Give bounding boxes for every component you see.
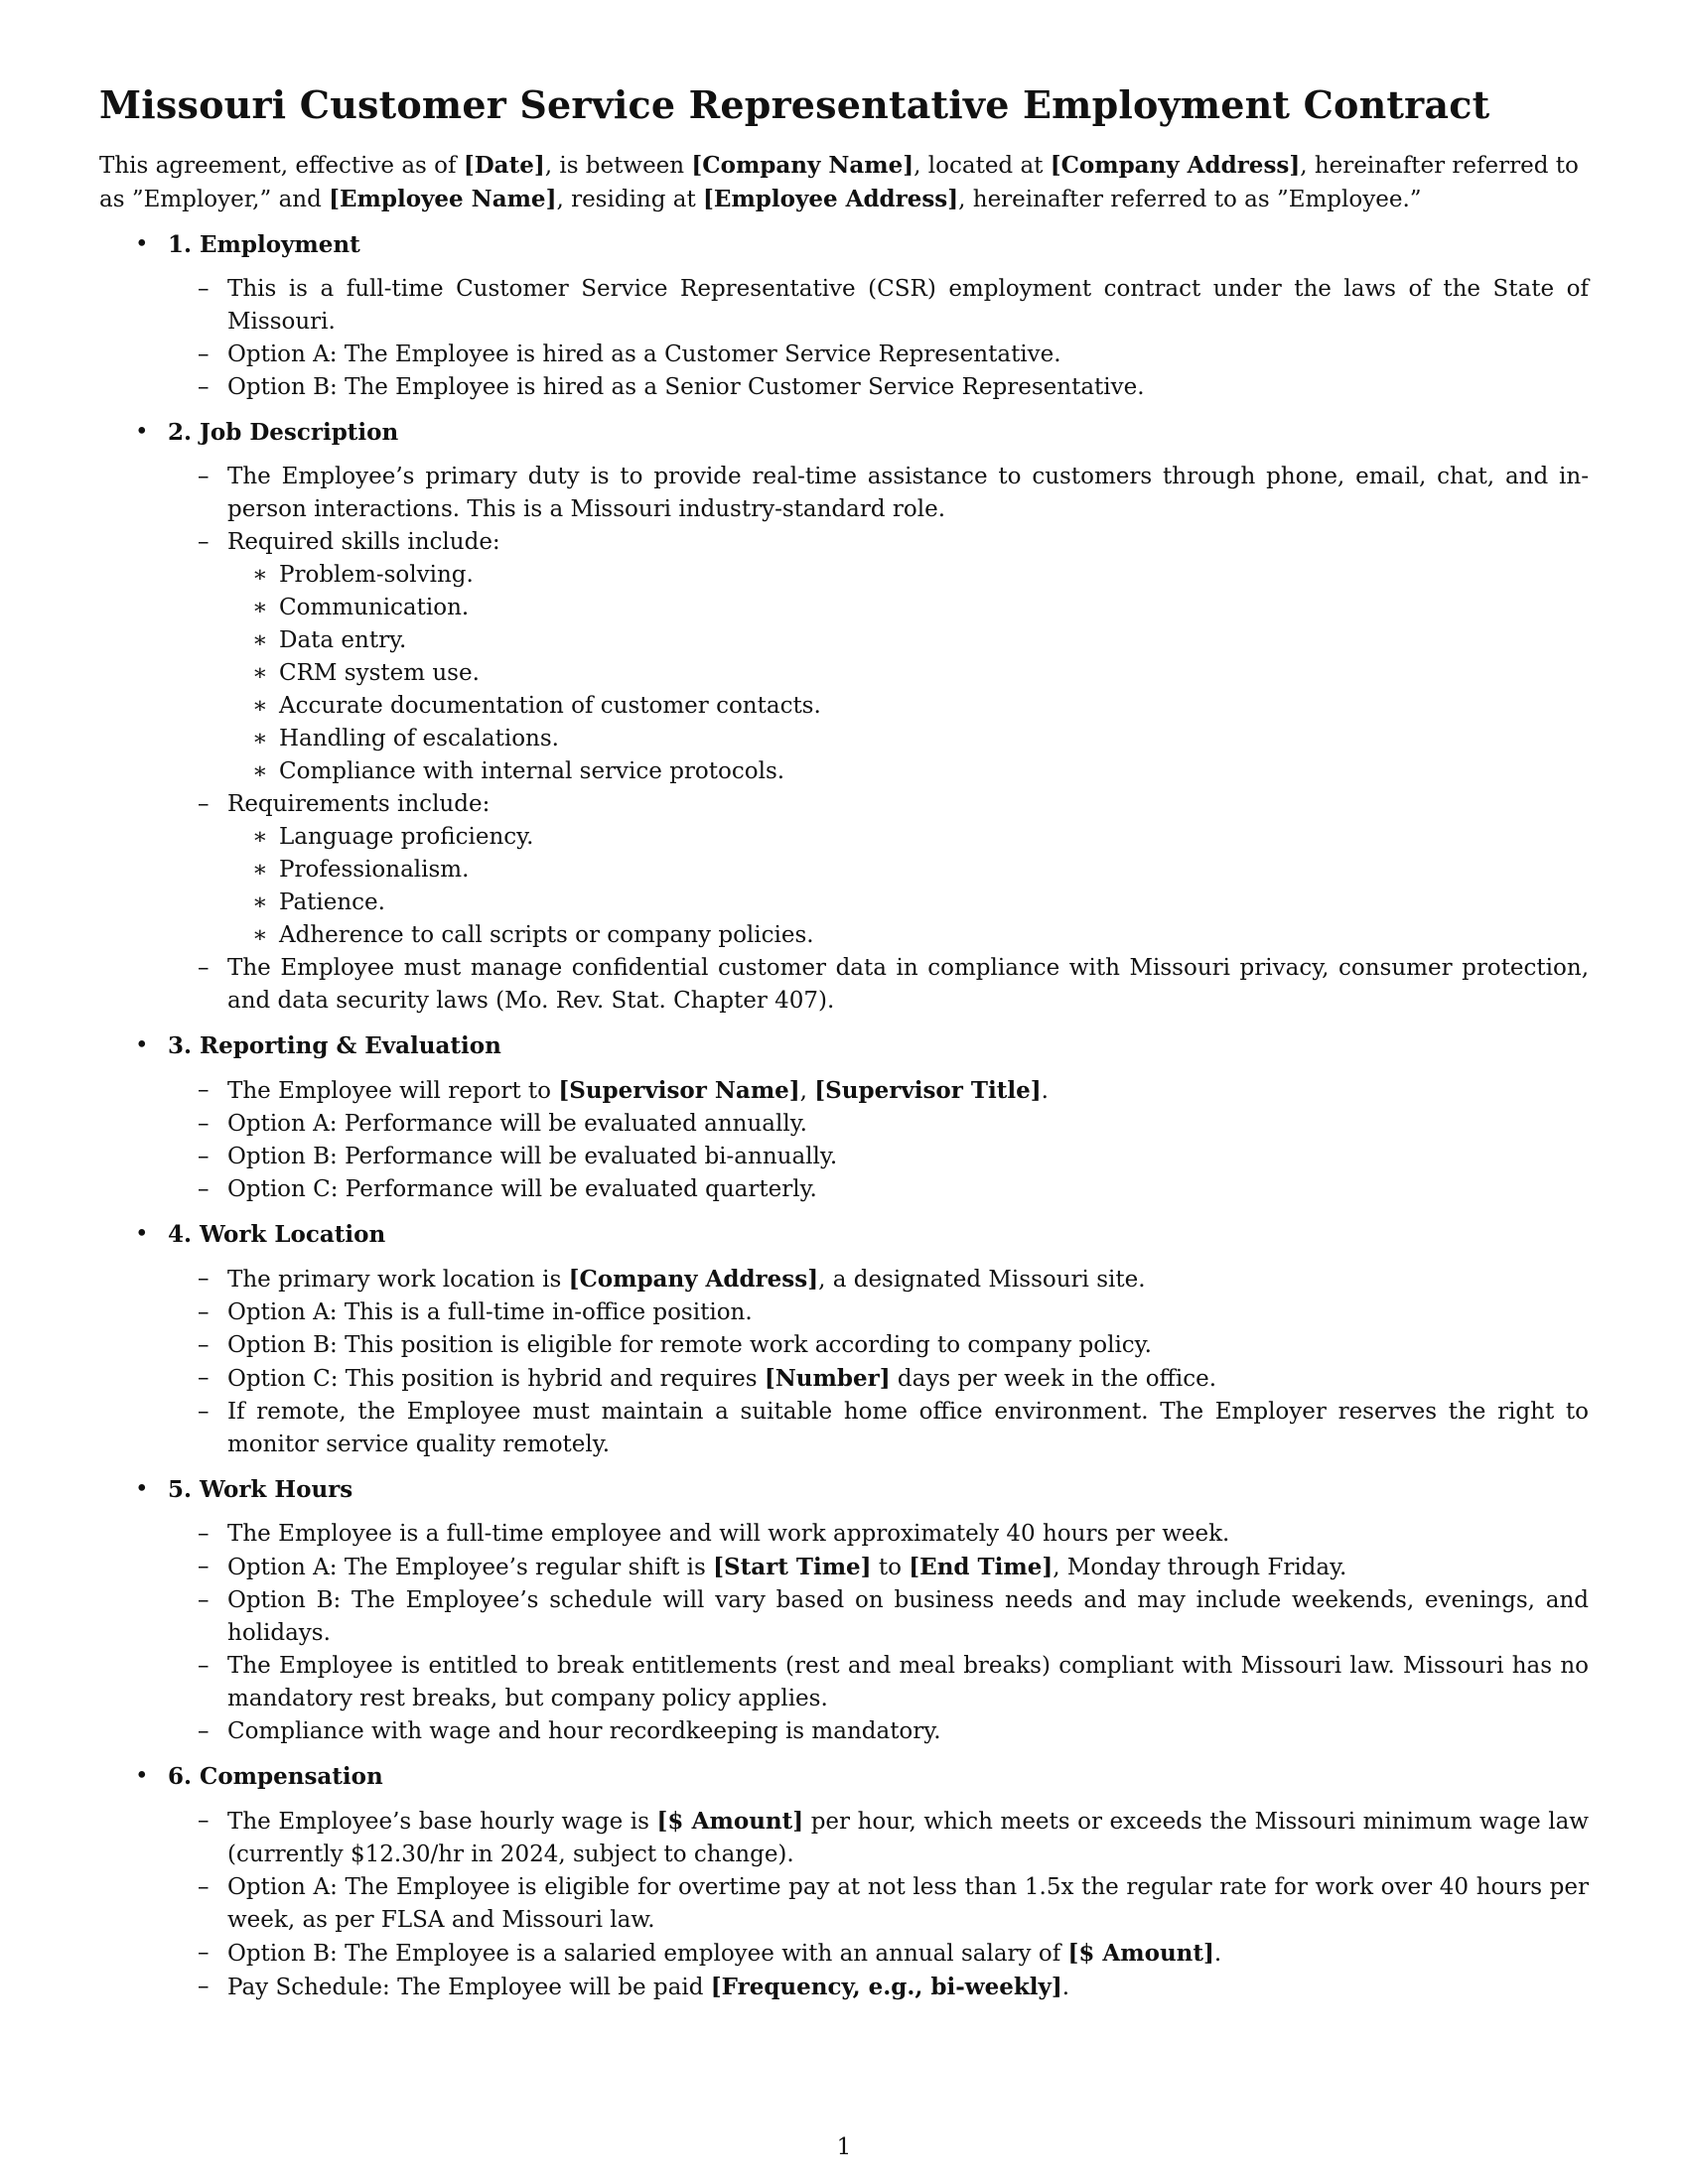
dash-icon: – bbox=[198, 1874, 210, 1900]
text-run: Option A: This is a full-time in-office position. bbox=[227, 1299, 753, 1325]
clause-item bbox=[168, 526, 1589, 788]
section-heading: 4. Work Location bbox=[168, 1221, 386, 1248]
dash-icon: – bbox=[198, 1299, 210, 1325]
clause-text bbox=[227, 955, 1589, 1014]
section-items bbox=[168, 1518, 1589, 1748]
contract-section bbox=[99, 1218, 1589, 1461]
clause-item bbox=[168, 1871, 1589, 1937]
dash-icon: – bbox=[198, 1399, 210, 1425]
clause-text bbox=[227, 1299, 753, 1325]
sub-item-text: Compliance with internal service protocols. bbox=[279, 758, 785, 784]
text-run: , bbox=[799, 1078, 815, 1104]
asterisk-icon: ∗ bbox=[252, 922, 268, 948]
clause-text bbox=[227, 1078, 1049, 1104]
text-run: Pay Schedule: The Employee will be paid bbox=[227, 1975, 711, 2000]
clause-item bbox=[168, 1329, 1589, 1362]
placeholder-field: [Frequency, e.g., bi-weekly] bbox=[710, 1974, 1062, 2000]
document-title: Missouri Customer Service Representative Employment Contract bbox=[99, 82, 1490, 127]
clause-text bbox=[227, 1587, 1589, 1646]
intro-paragraph bbox=[99, 149, 1589, 216]
clause-text bbox=[227, 791, 490, 817]
text-run: The Employee is entitled to break entitlements (rest and meal breaks) compliant with Missouri law. Missouri has no mandatory rest breaks, but company policy applies. bbox=[227, 1653, 1589, 1711]
dash-icon: – bbox=[198, 1077, 210, 1103]
text-run: Option B: Performance will be evaluated bi-annually. bbox=[227, 1144, 838, 1169]
clause-text bbox=[227, 529, 500, 555]
text-run: , Monday through Friday. bbox=[1053, 1555, 1347, 1580]
bullet-icon: • bbox=[135, 1763, 149, 1789]
sub-item-text: Data entry. bbox=[279, 627, 407, 653]
asterisk-icon: ∗ bbox=[252, 562, 268, 588]
placeholder-field: [Supervisor Name] bbox=[558, 1077, 800, 1104]
clause-item bbox=[168, 1715, 1589, 1748]
text-run: , is between bbox=[544, 153, 692, 179]
asterisk-icon: ∗ bbox=[252, 758, 268, 784]
sub-item-text: Accurate documentation of customer contacts. bbox=[279, 693, 821, 719]
dash-icon: – bbox=[198, 276, 210, 302]
section-heading: 5. Work Hours bbox=[168, 1476, 353, 1503]
dash-icon: – bbox=[198, 1521, 210, 1547]
text-run: . bbox=[1061, 1975, 1070, 2000]
clause-text bbox=[227, 1718, 941, 1744]
clause-item bbox=[168, 1108, 1589, 1141]
clause-text bbox=[227, 276, 1589, 335]
text-run: . bbox=[1213, 1941, 1222, 1967]
asterisk-icon: ∗ bbox=[252, 595, 268, 620]
section-items bbox=[168, 273, 1589, 404]
dash-icon: – bbox=[198, 1974, 210, 1999]
dash-icon: – bbox=[198, 1332, 210, 1358]
bullet-icon: • bbox=[135, 1032, 149, 1058]
text-run: Option C: Performance will be evaluated quarterly. bbox=[227, 1176, 817, 1202]
text-run: The Employee’s base hourly wage is bbox=[227, 1809, 657, 1835]
placeholder-field: [Company Address] bbox=[1050, 152, 1301, 179]
clause-item bbox=[168, 1805, 1589, 1871]
clause-item bbox=[168, 1263, 1589, 1297]
section-list bbox=[99, 228, 1589, 2004]
text-run: The Employee’s primary duty is to provide real-time assistance to customers through phone, email, chat, and in-person interactions. This is a Missouri industry-standard role. bbox=[227, 464, 1589, 522]
clause-text bbox=[227, 341, 1061, 367]
bullet-icon: • bbox=[135, 231, 149, 257]
clause-item bbox=[168, 1937, 1589, 1971]
text-run: days per week in the office. bbox=[890, 1366, 1217, 1392]
dash-icon: – bbox=[198, 341, 210, 367]
placeholder-field: [End Time] bbox=[909, 1554, 1054, 1580]
bullet-icon: • bbox=[135, 1221, 149, 1247]
contract-section bbox=[99, 228, 1589, 404]
dash-icon: – bbox=[198, 529, 210, 555]
dash-icon: – bbox=[198, 1266, 210, 1292]
text-run: , hereinafter referred to as ”Employer,” and bbox=[99, 153, 1579, 212]
clause-text bbox=[227, 1144, 837, 1169]
dash-icon: – bbox=[198, 1111, 210, 1137]
clause-text bbox=[227, 1941, 1221, 1967]
sub-item-text: Professionalism. bbox=[279, 857, 470, 883]
placeholder-field: [Company Address] bbox=[568, 1266, 819, 1293]
bullet-icon: • bbox=[135, 1476, 149, 1502]
asterisk-icon: ∗ bbox=[252, 660, 268, 686]
sub-list-item bbox=[227, 690, 1589, 723]
text-run: to bbox=[871, 1555, 910, 1580]
placeholder-field: [Supervisor Title] bbox=[814, 1077, 1042, 1104]
dash-icon: – bbox=[198, 464, 210, 489]
sub-item-text: CRM system use. bbox=[279, 660, 480, 686]
clause-item bbox=[168, 461, 1589, 526]
clause-text bbox=[227, 464, 1589, 522]
sub-item-text: Communication. bbox=[279, 595, 470, 620]
contract-section bbox=[99, 1473, 1589, 1748]
contract-section bbox=[99, 1029, 1589, 1206]
text-run: This is a full-time Customer Service Representative (CSR) employment contract under the laws of the State of Missouri. bbox=[227, 276, 1589, 335]
clause-item bbox=[168, 1650, 1589, 1715]
text-run: , hereinafter referred to as ”Employee.” bbox=[958, 187, 1422, 212]
text-run: The primary work location is bbox=[227, 1267, 569, 1293]
sub-list-item bbox=[227, 854, 1589, 887]
page-number: 1 bbox=[836, 2134, 852, 2160]
sub-list-item bbox=[227, 559, 1589, 592]
clause-item bbox=[168, 1518, 1589, 1551]
clause-text bbox=[227, 374, 1145, 400]
clause-text bbox=[227, 1653, 1589, 1711]
dash-icon: – bbox=[198, 1808, 210, 1834]
sub-list-item bbox=[227, 624, 1589, 657]
sub-list-item bbox=[227, 887, 1589, 919]
clause-text bbox=[227, 1975, 1069, 2000]
asterisk-icon: ∗ bbox=[252, 889, 268, 915]
placeholder-field: [Number] bbox=[764, 1365, 891, 1392]
dash-icon: – bbox=[198, 1554, 210, 1579]
sub-item-text: Adherence to call scripts or company policies. bbox=[279, 922, 814, 948]
text-run: Option B: The Employee is a salaried employee with an annual salary of bbox=[227, 1941, 1068, 1967]
placeholder-field: [$ Amount] bbox=[1067, 1940, 1214, 1967]
placeholder-field: [Date] bbox=[463, 152, 545, 179]
clause-item bbox=[168, 1551, 1589, 1584]
clause-item bbox=[168, 1362, 1589, 1396]
text-run: This agreement, effective as of bbox=[99, 153, 464, 179]
text-run: If remote, the Employee must maintain a suitable home office environment. The Employer reserves the right to monitor service quality remotely. bbox=[227, 1399, 1589, 1457]
clause-text bbox=[227, 1111, 807, 1137]
clause-item bbox=[168, 788, 1589, 952]
clause-text bbox=[227, 1809, 1589, 1867]
placeholder-field: [Start Time] bbox=[713, 1554, 872, 1580]
clause-text bbox=[227, 1176, 817, 1202]
text-run: Compliance with wage and hour recordkeeping is mandatory. bbox=[227, 1718, 941, 1744]
clause-text bbox=[227, 1874, 1589, 1933]
dash-icon: – bbox=[198, 1587, 210, 1613]
placeholder-field: [Company Name] bbox=[691, 152, 914, 179]
clause-item bbox=[168, 1297, 1589, 1329]
sub-list-item bbox=[227, 592, 1589, 624]
section-heading: 2. Job Description bbox=[168, 419, 399, 446]
clause-item bbox=[168, 273, 1589, 339]
section-items bbox=[168, 1074, 1589, 1206]
dash-icon: – bbox=[198, 1940, 210, 1966]
dash-icon: – bbox=[198, 1176, 210, 1202]
sub-list-item bbox=[227, 657, 1589, 690]
clause-item bbox=[168, 1396, 1589, 1461]
clause-item bbox=[168, 339, 1589, 371]
contract-page bbox=[99, 83, 1589, 2004]
text-run: Required skills include: bbox=[227, 529, 500, 555]
text-run: Option C: This position is hybrid and requires bbox=[227, 1366, 765, 1392]
section-items bbox=[168, 1805, 1589, 2004]
section-items bbox=[168, 1263, 1589, 1461]
section-items bbox=[168, 461, 1589, 1018]
dash-icon: – bbox=[198, 791, 210, 817]
text-run: Option A: The Employee’s regular shift is bbox=[227, 1555, 714, 1580]
clause-text bbox=[227, 1267, 1146, 1293]
sub-item-text: Problem-solving. bbox=[279, 562, 474, 588]
clause-item bbox=[168, 1074, 1589, 1108]
sub-list-item bbox=[227, 723, 1589, 755]
text-run: . bbox=[1041, 1078, 1049, 1104]
dash-icon: – bbox=[198, 955, 210, 981]
sub-list-item bbox=[227, 821, 1589, 854]
text-run: The Employee is a full-time employee and will work approximately 40 hours per week. bbox=[227, 1521, 1230, 1547]
text-run: Requirements include: bbox=[227, 791, 491, 817]
asterisk-icon: ∗ bbox=[252, 627, 268, 653]
text-run: Option B: The Employee is hired as a Senior Customer Service Representative. bbox=[227, 374, 1145, 400]
dash-icon: – bbox=[198, 1144, 210, 1169]
contract-section bbox=[99, 1760, 1589, 2004]
text-run: , a designated Missouri site. bbox=[818, 1267, 1146, 1293]
section-heading: 6. Compensation bbox=[168, 1763, 383, 1790]
clause-text bbox=[227, 1555, 1346, 1580]
clause-item bbox=[168, 1141, 1589, 1173]
placeholder-field: [Employee Address] bbox=[703, 186, 959, 212]
dash-icon: – bbox=[198, 1365, 210, 1391]
clause-text bbox=[227, 1399, 1589, 1457]
text-run: Option B: The Employee’s schedule will vary based on business needs and may include weekends, evenings, and holidays. bbox=[227, 1587, 1589, 1646]
clause-item bbox=[168, 1584, 1589, 1650]
clause-text bbox=[227, 1332, 1152, 1358]
text-run: Option A: The Employee is eligible for overtime pay at not less than 1.5x the regular rate for work over 40 hours per week, as per FLSA and Missouri law. bbox=[227, 1874, 1589, 1933]
section-heading: 3. Reporting & Evaluation bbox=[168, 1032, 501, 1059]
dash-icon: – bbox=[198, 1718, 210, 1744]
clause-text bbox=[227, 1366, 1216, 1392]
sub-list-item bbox=[227, 755, 1589, 788]
text-run: , located at bbox=[914, 153, 1051, 179]
asterisk-icon: ∗ bbox=[252, 693, 268, 719]
text-run: Option A: Performance will be evaluated annually. bbox=[227, 1111, 807, 1137]
asterisk-icon: ∗ bbox=[252, 726, 268, 751]
text-run: The Employee must manage confidential customer data in compliance with Missouri privacy, consumer protection, and data security laws (Mo. Rev. Stat. Chapter 407). bbox=[227, 955, 1589, 1014]
text-run: per hour, which meets or exceeds the Missouri minimum wage law (currently $12.30/hr in 2024, subject to change). bbox=[227, 1809, 1589, 1867]
text-run: Option A: The Employee is hired as a Customer Service Representative. bbox=[227, 341, 1061, 367]
sub-list-item bbox=[227, 919, 1589, 952]
placeholder-field: [Employee Name] bbox=[329, 186, 557, 212]
clause-text bbox=[227, 1521, 1229, 1547]
dash-icon: – bbox=[198, 374, 210, 400]
clause-item bbox=[168, 1173, 1589, 1206]
section-heading: 1. Employment bbox=[168, 231, 360, 258]
sub-list bbox=[227, 821, 1589, 952]
text-run: The Employee will report to bbox=[227, 1078, 559, 1104]
sub-item-text: Patience. bbox=[279, 889, 385, 915]
contract-section bbox=[99, 416, 1589, 1018]
sub-item-text: Handling of escalations. bbox=[279, 726, 559, 751]
text-run: , residing at bbox=[556, 187, 704, 212]
bullet-icon: • bbox=[135, 419, 149, 445]
text-run: Option B: This position is eligible for remote work according to company policy. bbox=[227, 1332, 1152, 1358]
asterisk-icon: ∗ bbox=[252, 857, 268, 883]
sub-list bbox=[227, 559, 1589, 788]
clause-item bbox=[168, 1971, 1589, 2004]
dash-icon: – bbox=[198, 1653, 210, 1679]
clause-item bbox=[168, 952, 1589, 1018]
asterisk-icon: ∗ bbox=[252, 824, 268, 850]
clause-item bbox=[168, 371, 1589, 404]
sub-item-text: Language proficiency. bbox=[279, 824, 534, 850]
placeholder-field: [$ Amount] bbox=[656, 1808, 804, 1835]
